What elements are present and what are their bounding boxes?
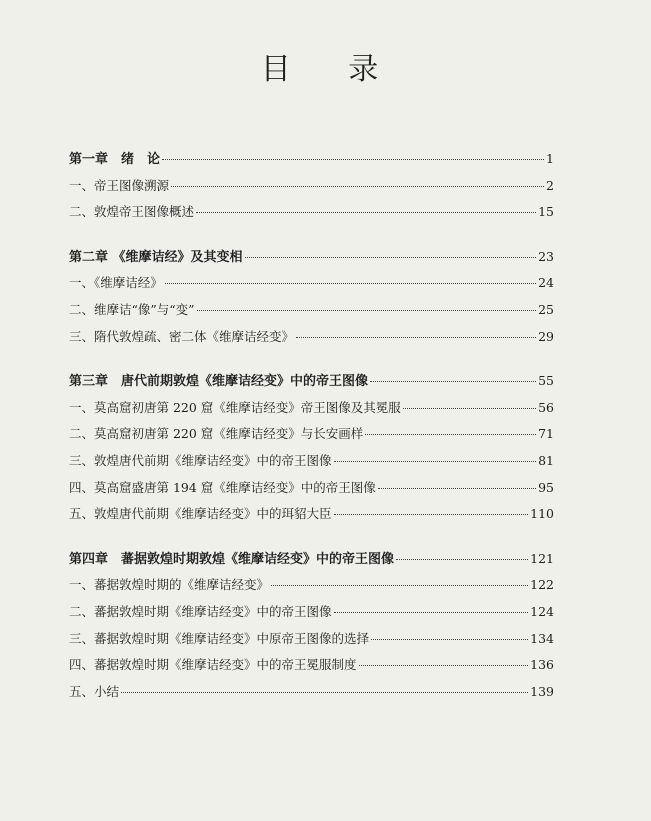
page-number: 71 — [538, 426, 554, 442]
chapter-heading[interactable] — [69, 244, 554, 271]
section-title: 三、隋代敦煌疏、密二体《维摩诘经变》 — [69, 328, 295, 344]
chapter-4 — [69, 546, 554, 706]
chapter-title: 第一章 绪 论 — [69, 152, 161, 167]
page-number: 24 — [538, 275, 554, 291]
leader-dots — [162, 159, 544, 160]
page-number: 55 — [538, 373, 554, 389]
section-title: 二、蕃据敦煌时期《维摩诘经变》中的帝王图像 — [69, 603, 332, 619]
leader-dots — [370, 381, 536, 382]
chapter-2 — [69, 244, 554, 350]
section-title: 四、莫高窟盛唐第 194 窟《维摩诘经变》中的帝王图像 — [69, 479, 376, 495]
section-entry[interactable] — [69, 297, 554, 324]
section-title: 二、敦煌帝王图像概述 — [69, 204, 195, 220]
leader-dots — [245, 257, 537, 258]
leader-dots — [371, 639, 528, 640]
page-title: 目 录 — [260, 52, 403, 87]
leader-dots — [271, 585, 528, 586]
chapter-title: 第三章 唐代前期敦煌《维摩诘经变》中的帝王图像 — [69, 374, 369, 390]
leader-dots — [121, 692, 528, 693]
leader-dots — [365, 434, 536, 435]
page-number: 81 — [538, 452, 554, 468]
section-entry[interactable] — [69, 475, 554, 502]
section-title: 五、小结 — [69, 683, 120, 699]
page-number: 139 — [530, 683, 554, 699]
page-number: 95 — [538, 479, 554, 495]
leader-dots — [334, 612, 529, 613]
page-number: 25 — [538, 301, 554, 317]
page-number: 1 — [546, 151, 554, 166]
section-entry[interactable] — [69, 652, 554, 679]
section-entry[interactable] — [69, 448, 554, 475]
section-title: 四、蕃据敦煌时期《维摩诘经变》中的帝王冕服制度 — [69, 657, 357, 673]
section-title: 一、蕃据敦煌时期的《维摩诘经变》 — [69, 577, 270, 593]
page-number: 56 — [538, 399, 554, 415]
chapter-1 — [69, 146, 554, 226]
chapter-heading[interactable] — [69, 546, 554, 573]
section-entry[interactable] — [69, 324, 554, 351]
leader-dots — [359, 665, 529, 666]
leader-dots — [334, 461, 537, 462]
section-title: 三、敦煌唐代前期《维摩诘经变》中的帝王图像 — [69, 452, 332, 468]
section-entry[interactable] — [69, 173, 554, 200]
section-entry[interactable] — [69, 270, 554, 297]
leader-dots — [403, 408, 536, 409]
section-entry[interactable] — [69, 572, 554, 599]
page-number: 124 — [530, 603, 554, 619]
section-entry[interactable] — [69, 626, 554, 653]
page-number: 29 — [538, 328, 554, 344]
section-title: 三、蕃据敦煌时期《维摩诘经变》中原帝王图像的选择 — [69, 630, 370, 646]
section-entry[interactable] — [69, 421, 554, 448]
leader-dots — [197, 310, 537, 311]
page-number: 122 — [530, 577, 554, 593]
section-title: 二、维摩诘“像”与“变” — [69, 301, 195, 317]
chapter-heading[interactable] — [69, 368, 554, 395]
chapter-heading[interactable] — [69, 146, 554, 173]
section-entry[interactable] — [69, 599, 554, 626]
leader-dots — [396, 559, 528, 560]
leader-dots — [296, 337, 536, 338]
leader-dots — [334, 514, 529, 515]
section-title: 一、莫高窟初唐第 220 窟《维摩诘经变》帝王图像及其冕服 — [69, 399, 401, 415]
chapter-title: 第二章 《维摩诘经》及其变相 — [69, 249, 243, 265]
section-title: 二、莫高窟初唐第 220 窟《维摩诘经变》与长安画样 — [69, 426, 364, 442]
leader-dots — [165, 283, 536, 284]
page-number: 23 — [538, 248, 554, 264]
section-title: 五、敦煌唐代前期《维摩诘经变》中的珥貂大臣 — [69, 506, 332, 522]
chapter-3 — [69, 368, 554, 528]
page-number: 136 — [530, 657, 554, 673]
section-entry[interactable] — [69, 501, 554, 528]
chapter-title: 第四章 蕃据敦煌时期敦煌《维摩诘经变》中的帝王图像 — [69, 551, 395, 567]
section-title: 一、帝王图像溯源 — [69, 177, 170, 193]
leader-dots — [196, 212, 536, 213]
section-entry[interactable] — [69, 395, 554, 422]
page-number: 110 — [530, 506, 554, 522]
leader-dots — [378, 488, 536, 489]
page-number: 121 — [530, 550, 554, 566]
page-number: 134 — [530, 630, 554, 646]
page-number: 2 — [546, 177, 554, 193]
section-entry[interactable] — [69, 199, 554, 226]
section-entry[interactable] — [69, 679, 554, 706]
section-title: 一、《维摩诘经》 — [69, 275, 163, 291]
leader-dots — [171, 186, 544, 187]
table-of-contents — [69, 146, 554, 723]
page-number: 15 — [538, 204, 554, 220]
